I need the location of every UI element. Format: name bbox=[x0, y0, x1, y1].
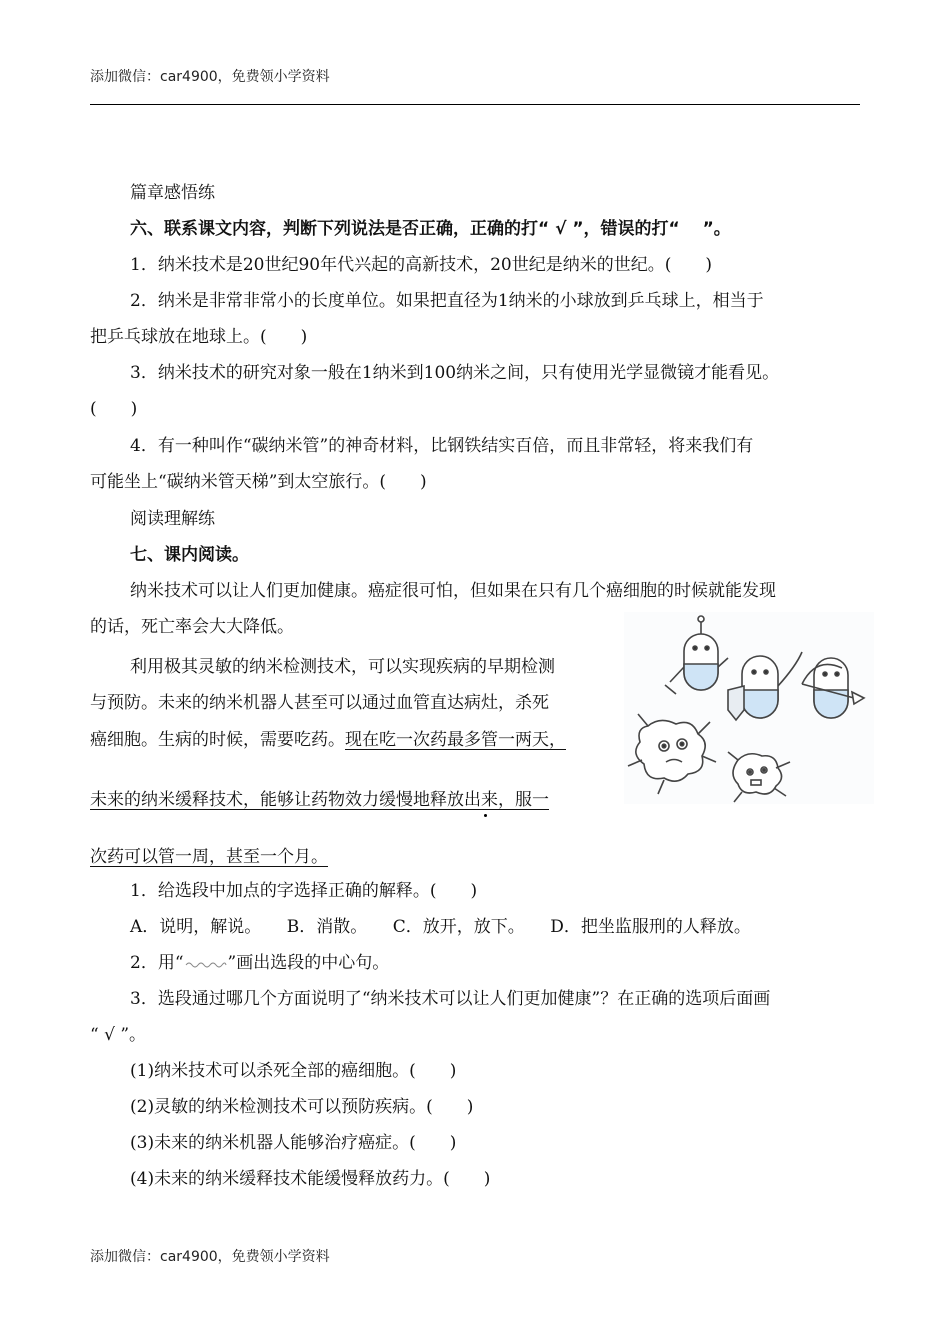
question-7-heading: 七、课内阅读。 bbox=[130, 545, 249, 565]
q6-item-2-line2: 把乒乓球放在地球上。( ) bbox=[90, 327, 308, 347]
q6-item-3-line2: ( ) bbox=[90, 399, 138, 419]
question-6-heading: 六、联系课文内容，判断下列说法是否正确，正确的打“ √ ”，错误的打“ ”。 bbox=[130, 219, 731, 239]
q6-item-3-line1: 3．纳米技术的研究对象一般在1纳米到100纳米之间，只有使用光学显微镜才能看见。 bbox=[130, 363, 780, 383]
passage-p1-line2: 的话，死亡率会大大降低。 bbox=[90, 617, 294, 637]
section-title-2: 阅读理解练 bbox=[130, 509, 215, 529]
q6-item-4-line2: 可能坐上“碳纳米管天梯”到太空旅行。( ) bbox=[90, 472, 427, 492]
q6-item-2-line1: 2．纳米是非常非常小的长度单位。如果把直径为1纳米的小球放到乒乓球上，相当于 bbox=[130, 291, 764, 311]
passage-p2-line3 bbox=[90, 728, 566, 752]
q7-3-option-1: (1)纳米技术可以杀死全部的癌细胞。( ) bbox=[130, 1061, 457, 1081]
q7-2-part2: ”画出选段的中心句。 bbox=[227, 953, 390, 973]
passage-p2-line3-plain: 癌细胞。生病的时候，需要吃药。 bbox=[90, 730, 345, 750]
page-header: 添加微信：car4900，免费领小学资料 bbox=[90, 69, 330, 85]
q7-2 bbox=[130, 951, 389, 975]
emphasis-dot bbox=[484, 814, 487, 817]
passage-p1-line1: 纳米技术可以让人们更加健康。癌症很可怕，但如果在只有几个癌细胞的时候就能发现 bbox=[130, 581, 776, 601]
passage-p2-line4-underlined: 未来的纳米缓释技术，能够让药物效力缓慢地释放出来，服一 bbox=[90, 790, 549, 810]
q6-item-1: 1．纳米技术是20世纪90年代兴起的高新技术，20世纪是纳米的世纪。( ) bbox=[130, 255, 712, 275]
passage-p2-line1: 利用极其灵敏的纳米检测技术，可以实现疾病的早期检测 bbox=[130, 657, 555, 677]
section-title-1: 篇章感悟练 bbox=[130, 183, 215, 203]
q7-1: 1．给选段中加点的字选择正确的解释。( ) bbox=[130, 881, 478, 901]
header-rule bbox=[90, 104, 860, 105]
passage-p2-line5-underlined: 次药可以管一周，甚至一个月。 bbox=[90, 847, 328, 867]
q7-2-part1: 2．用“ bbox=[130, 953, 184, 973]
q7-3-line2: “ √ ”。 bbox=[90, 1025, 147, 1045]
nano-robot-illustration bbox=[624, 612, 874, 804]
q7-3-option-4: (4)未来的纳米缓释技术能缓慢释放药力。( ) bbox=[130, 1169, 491, 1189]
q6-item-4-line1: 4．有一种叫作“碳纳米管”的神奇材料，比钢铁结实百倍，而且非常轻，将来我们有 bbox=[130, 436, 754, 456]
q7-3-option-2: (2)灵敏的纳米检测技术可以预防疾病。( ) bbox=[130, 1097, 474, 1117]
q7-1-options: A．说明，解说。 B．消散。 C．放开，放下。 D．把坐监服刑的人释放。 bbox=[130, 917, 751, 937]
passage-p2-line2: 与预防。未来的纳米机器人甚至可以通过血管直达病灶，杀死 bbox=[90, 693, 549, 713]
q7-3-option-3: (3)未来的纳米机器人能够治疗癌症。( ) bbox=[130, 1133, 457, 1153]
q7-3-line1: 3．选段通过哪几个方面说明了“纳米技术可以让人们更加健康”？在正确的选项后面画 bbox=[130, 989, 771, 1009]
passage-p2-line3-underlined: 现在吃一次药最多管一两天， bbox=[345, 730, 566, 750]
wavy-line-icon bbox=[184, 959, 228, 969]
page-footer: 添加微信：car4900，免费领小学资料 bbox=[90, 1249, 330, 1265]
